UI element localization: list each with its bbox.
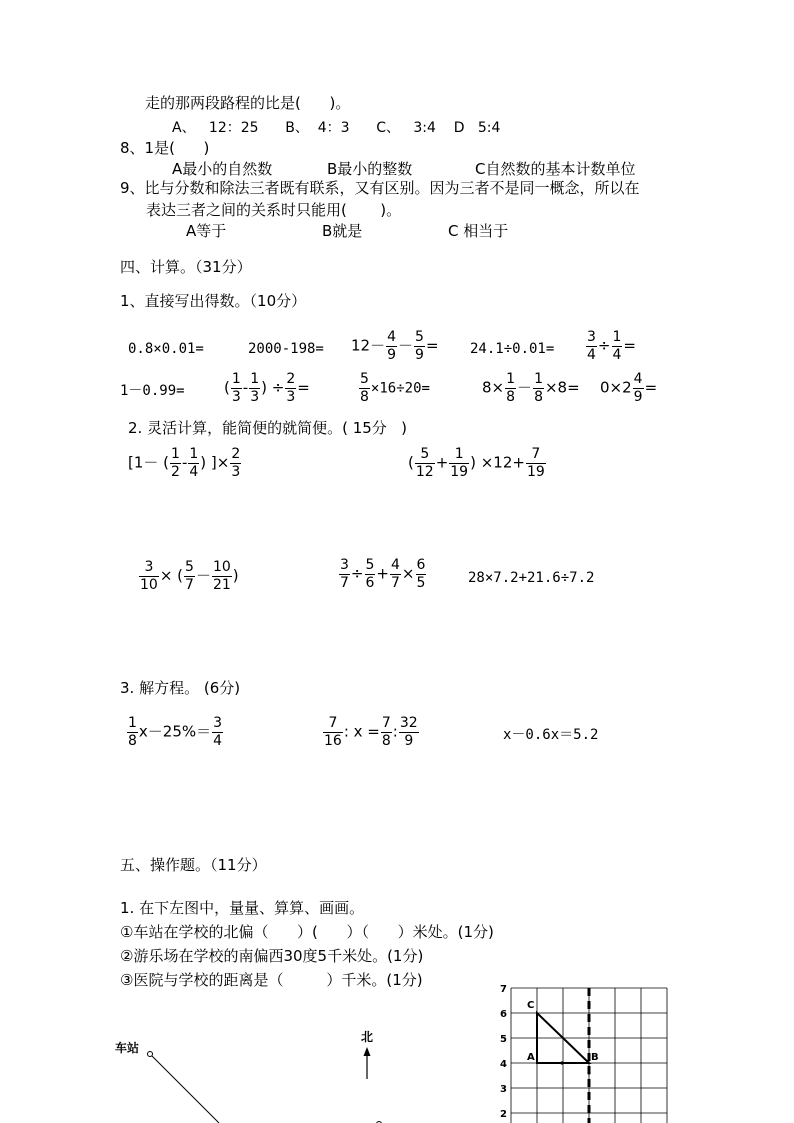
direction-map: [105, 1025, 425, 1123]
q9-stem-line1: 9、比与分数和除法三者既有联系，又有区别。因为三者不是同一概念，所以在: [120, 179, 640, 197]
calc-item: ( $\frac{1}{3}$ - $\frac{1}{3}$ ) ÷ $\frac{2}{3}$ =: [224, 371, 310, 405]
q8-stem: 8、1是( ): [120, 139, 210, 157]
y-tick-label: 6: [500, 1009, 507, 1020]
calc-problem: $\frac{3}{10}$ × ( $\frac{5}{7}$ － $\frac{10}{21}$ ): [140, 559, 239, 593]
calc-item: $\frac{3}{4}$ ÷ $\frac{1}{4}$ =: [587, 329, 636, 363]
calc-item: 8× $\frac{1}{8}$ － $\frac{1}{8}$ ×8=: [482, 371, 580, 405]
section4-part2-title: 2. 灵活计算，能简便的就简便。( 15分 ): [128, 419, 407, 437]
calc-item: 0.8×0.01=: [128, 341, 204, 357]
q9-stem-line2: 表达三者之间的关系时只能用( )。: [146, 201, 402, 219]
calc-item: 0×2 $\frac{4}{9}$ =: [600, 371, 658, 405]
q7-stem-line: 走的那两段路程的比是( )。: [145, 94, 351, 112]
section4-part1-title: 1、直接写出得数。（10分）: [120, 292, 307, 310]
station-label: 车站: [115, 1041, 140, 1055]
task-item: ②游乐场在学校的南偏西30度5千米处。(1分): [120, 947, 424, 965]
calc-item: 24.1÷0.01=: [470, 341, 555, 357]
axis-dot: [587, 1071, 590, 1074]
q8-option-c: C自然数的基本计数单位: [475, 160, 636, 178]
y-tick-label: 3: [500, 1084, 507, 1095]
calc-item: $\frac{5}{8}$ ×16÷20=: [360, 371, 430, 405]
point-b-label: B: [591, 1052, 599, 1063]
equation: $\frac{7}{16}$ : x = $\frac{7}{8}$ : $\frac{32}{9}$: [324, 715, 418, 749]
north-label: 北: [361, 1030, 374, 1044]
calc-problem: 28×7.2+21.6÷7.2: [468, 570, 595, 586]
midpoint-dot: [560, 1061, 563, 1064]
section4-title: 四、计算。（31分）: [120, 258, 252, 276]
calc-problem: ( $\frac{5}{12}$ + $\frac{1}{19}$ ) ×12+ $\frac{7}{19}$: [408, 446, 545, 480]
task-item: ③医院与学校的距离是（ ）千米。(1分): [120, 971, 423, 989]
equation: $\frac{1}{8}$ x－25%＝ $\frac{3}{4}$: [128, 715, 223, 749]
q9-option-a: A等于: [186, 222, 227, 240]
calc-problem: [1－ ( $\frac{1}{2}$ - $\frac{1}{4}$ ) ]× $\frac{2}{3}$: [128, 446, 241, 480]
y-tick-label: 4: [500, 1059, 507, 1070]
point-a-label: A: [527, 1052, 535, 1063]
q9-option-c: C 相当于: [448, 222, 509, 240]
calc-problem: $\frac{3}{7}$ ÷ $\frac{5}{6}$ + $\frac{4}{7}$ × $\frac{6}{5}$: [340, 557, 426, 591]
q7-options: A、 12：25 B、 4：3 C、 3:4 D 5:4: [172, 120, 501, 136]
calc-item: 12－ $\frac{4}{9}$ － $\frac{5}{9}$ =: [351, 329, 439, 363]
task-item: ①车站在学校的北偏（ ）( ）（ ）米处。(1分): [120, 923, 494, 941]
section5-title: 五、操作题。（11分）: [120, 856, 267, 874]
y-tick-label: 2: [500, 1109, 507, 1120]
calc-item: 2000-198=: [248, 341, 324, 357]
calc-item: 1－0.99=: [120, 383, 185, 399]
section5-part1-title: 1. 在下左图中，量量、算算、画画。: [120, 899, 365, 917]
q9-option-b: B就是: [322, 222, 363, 240]
y-tick-label: 7: [500, 984, 507, 995]
point-c-label: C: [527, 1000, 535, 1011]
station-line: [152, 1056, 219, 1123]
north-arrow-icon: [364, 1047, 371, 1056]
equation: x－0.6x＝5.2: [503, 727, 599, 743]
y-tick-label: 5: [500, 1034, 507, 1045]
coordinate-grid: [492, 980, 672, 1123]
q8-option-a: A最小的自然数: [172, 160, 273, 178]
station-point: [148, 1052, 153, 1057]
q8-option-b: B最小的整数: [327, 160, 413, 178]
section4-part3-title: 3. 解方程。 (6分): [120, 679, 241, 697]
